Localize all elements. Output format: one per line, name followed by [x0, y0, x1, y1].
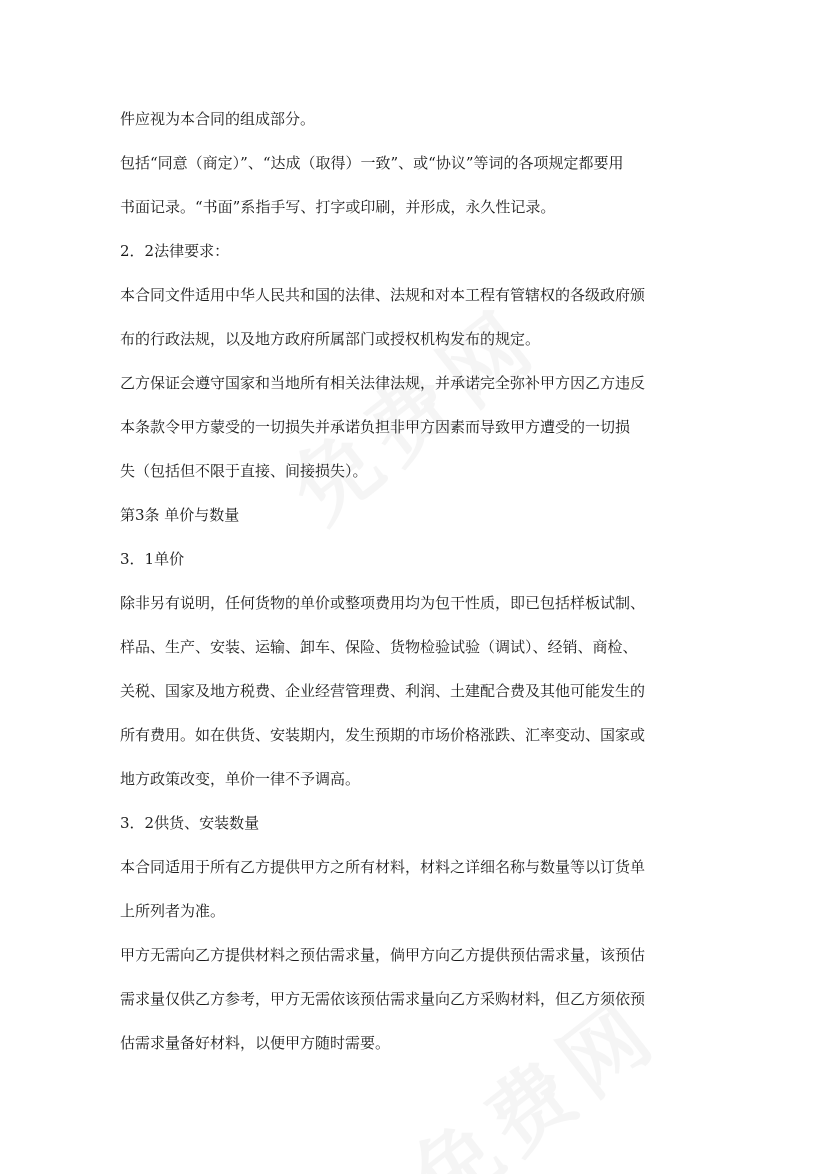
paragraph-line: 地方政策改变，单价一律不予调高。: [120, 770, 361, 788]
paragraph-line: 样品、生产、安装、运输、卸车、保险、货物检验试验（调试）、经销、商检、: [120, 638, 638, 656]
paragraph-line: 布的行政法规，以及地方政府所属部门或授权机构发布的规定。: [120, 330, 541, 348]
paragraph-line: 件应视为本合同的组成部分。: [120, 110, 316, 128]
paragraph-line: 甲方无需向乙方提供材料之预估需求量，倘甲方向乙方提供预估需求量，该预估: [120, 946, 646, 964]
article-heading: 第3条 单价与数量: [120, 506, 240, 524]
paragraph-line: 书面记录。“书面”系指手写、打字或印刷，并形成，永久性记录。: [120, 198, 556, 216]
paragraph-line: 本合同文件适用中华人民共和国的法律、法规和对本工程有管辖权的各级政府颁: [120, 286, 646, 304]
paragraph-line: 除非另有说明，任何货物的单价或整项费用均为包干性质，即已包括样板试制、: [120, 594, 646, 612]
section-heading: 2．2法律要求：: [120, 242, 230, 260]
paragraph-line: 所有费用。如在供货、安装期内，发生预期的市场价格涨跌、汇率变动、国家或: [120, 726, 646, 744]
paragraph-line: 需求量仅供乙方参考，甲方无需依该预估需求量向乙方采购材料，但乙方须依预: [120, 990, 646, 1008]
paragraph-line: 关税、国家及地方税费、企业经营管理费、利润、土建配合费及其他可能发生的: [120, 682, 646, 700]
paragraph-line: 包括“同意（商定）”、“达成（取得）一致”、或“协议”等词的各项规定都要用: [120, 154, 624, 172]
paragraph-line: 上所列者为准。: [120, 902, 226, 920]
paragraph-line: 失（包括但不限于直接、间接损失）。: [120, 462, 368, 480]
paragraph-line: 本合同适用于所有乙方提供甲方之所有材料，材料之详细名称与数量等以订货单: [120, 858, 646, 876]
section-heading: 3．1单价: [120, 550, 185, 568]
paragraph-line: 估需求量备好材料，以便甲方随时需要。: [120, 1034, 391, 1052]
paragraph-line: 乙方保证会遵守国家和当地所有相关法律法规，并承诺完全弥补甲方因乙方违反: [120, 374, 646, 392]
section-heading: 3．2供货、安装数量: [120, 814, 260, 832]
paragraph-line: 本条款令甲方蒙受的一切损失并承诺负担非甲方因素而导致甲方遭受的一切损: [120, 418, 631, 436]
document-body: [120, 108, 720, 1076]
